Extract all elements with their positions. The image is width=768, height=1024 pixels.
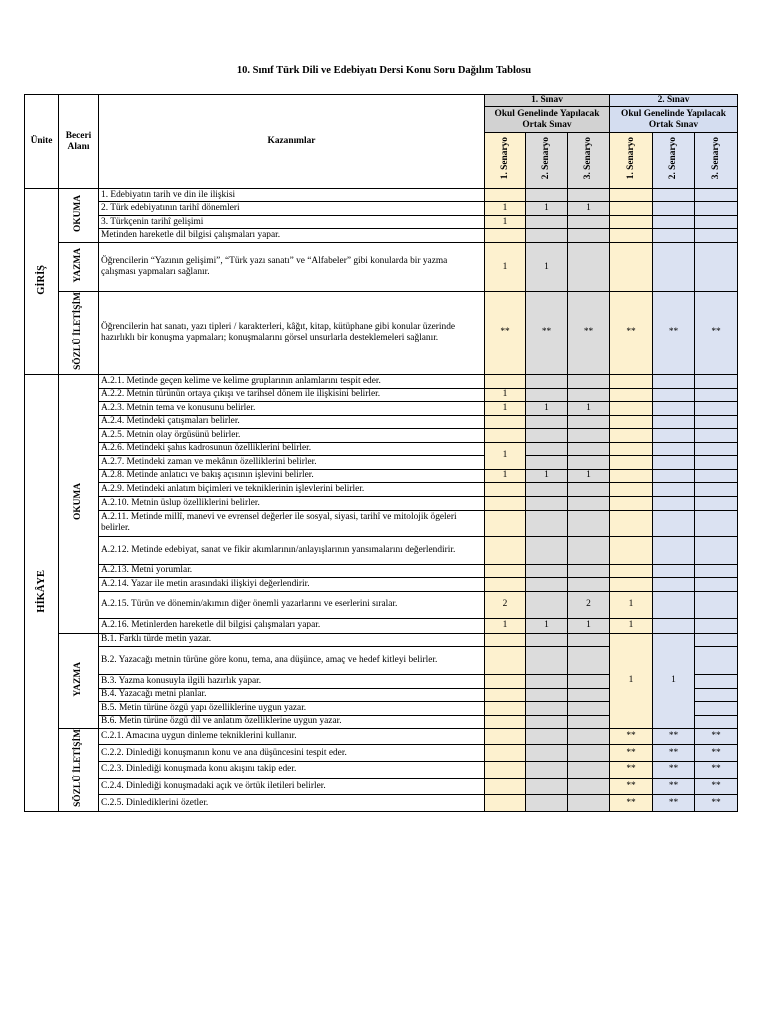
outcome-row: A.2.6. Metindeki şahıs kadrosunun özelliklerini belirler. [99, 442, 485, 455]
mark: ** [695, 762, 738, 779]
mark: ** [653, 745, 695, 762]
mark: 1 [568, 401, 610, 415]
outcome-row: Öğrencilerin “Yazının gelişimi”, “Türk yazı sanatı” ve “Alfabeler” gibi konularda bir yazma çalışması yapmaları sağlanır. [99, 243, 485, 292]
skill-okuma: OKUMA [59, 189, 99, 243]
outcome-row: A.2.13. Metni yorumlar. [99, 564, 485, 577]
outcome-row: A.2.5. Metnin olay örgüsünü belirler. [99, 428, 485, 442]
header-exam-2: 2. Sınav [610, 95, 738, 107]
outcome-row: B.4. Yazacağı metni planlar. [99, 688, 485, 701]
header-outcomes: Kazanımlar [99, 95, 485, 189]
outcome-row: A.2.9. Metindeki anlatım biçimleri ve tekniklerinin işlevlerini belirler. [99, 482, 485, 496]
skill-yazma: YAZMA [59, 243, 99, 292]
skill-yazma: YAZMA [59, 633, 99, 728]
header-scenario-3: 3. Senaryo [710, 137, 721, 180]
mark: ** [695, 778, 738, 795]
mark: ** [568, 292, 610, 375]
outcome-row: A.2.10. Metnin üslup özelliklerini belirler. [99, 496, 485, 510]
mark: 2 [568, 591, 610, 618]
mark: 1 [526, 401, 568, 415]
mark: 1 [485, 216, 526, 229]
outcome-row: C.2.1. Amacına uygun dinleme tekniklerini kullanır. [99, 728, 485, 745]
mark: ** [610, 762, 653, 779]
outcome-row: C.2.5. Dinlediklerini özetler. [99, 795, 485, 812]
mark: ** [485, 292, 526, 375]
mark: ** [695, 745, 738, 762]
mark: ** [610, 292, 653, 375]
header-scenario-3: 3. Senaryo [583, 137, 593, 180]
mark: ** [610, 778, 653, 795]
mark: 1 [526, 618, 568, 633]
outcome-row: A.2.4. Metindeki çatışmaları belirler. [99, 415, 485, 428]
mark: 1 [485, 388, 526, 401]
mark: 1 [485, 442, 526, 469]
mark: ** [653, 762, 695, 779]
outcome-row: 2. Türk edebiyatının tarihî dönemleri [99, 202, 485, 216]
unit-hikaye: HİKÂYE [25, 374, 59, 811]
mark: ** [610, 795, 653, 812]
header-scenario-2: 2. Senaryo [541, 137, 551, 180]
outcome-row: C.2.3. Dinlediği konuşmada konu akışını takip eder. [99, 762, 485, 779]
unit-giris: GİRİŞ [25, 189, 59, 375]
distribution-table [24, 94, 738, 812]
outcome-row: A.2.3. Metnin tema ve konusunu belirler. [99, 401, 485, 415]
mark: ** [695, 292, 738, 375]
outcome-row: Öğrencilerin hat sanatı, yazı tipleri / karakterleri, kâğıt, kitap, kütüphane gibi konular üzerinde hazırlıklı bir konuşma yapmaları; konuşmalarını görsel unsurlarla desteklemeleri sağlanır. [99, 292, 485, 375]
skill-sozlu: SÖZLÜ İLETİŞİM [59, 292, 99, 375]
mark: 1 [610, 591, 653, 618]
outcome-row: A.2.14. Yazar ile metin arasındaki ilişkiyi değerlendirir. [99, 577, 485, 591]
outcome-row: C.2.2. Dinlediği konuşmanın konu ve ana düşüncesini tespit eder. [99, 745, 485, 762]
mark: ** [653, 795, 695, 812]
outcome-row: C.2.4. Dinlediği konuşmadaki açık ve örtük iletileri belirler. [99, 778, 485, 795]
outcome-row: B.2. Yazacağı metnin türüne göre konu, tema, ana düşünce, amaç ve hedef kitleyi belirler. [99, 646, 485, 674]
mark: ** [695, 795, 738, 812]
header-exam-1: 1. Sınav [485, 95, 610, 107]
outcome-row: B.1. Farklı türde metin yazar. [99, 633, 485, 646]
mark: 1 [568, 469, 610, 482]
header-scenario-1: 1. Senaryo [625, 137, 636, 180]
outcome-row: A.2.8. Metinde anlatıcı ve bakış açısının işlevini belirler. [99, 469, 485, 482]
mark: ** [526, 292, 568, 375]
outcome-row: B.5. Metin türüne özgü yapı özelliklerine uygun yazar. [99, 701, 485, 715]
outcome-row: 3. Türkçenin tarihî gelişimi [99, 216, 485, 229]
outcome-row: A.2.11. Metinde millî, manevi ve evrensel değerler ile sosyal, siyasi, tarihî ve mitolojik ögeleri belirler. [99, 510, 485, 536]
header-skill: Beceri Alanı [59, 95, 99, 189]
mark: 1 [568, 202, 610, 216]
mark: 1 [568, 618, 610, 633]
outcome-row: A.2.1. Metinde geçen kelime ve kelime gruplarının anlamlarını tespit eder. [99, 374, 485, 388]
mark: 1 [610, 618, 653, 633]
mark: 1 [485, 202, 526, 216]
outcome-row: B.3. Yazma konusuyla ilgili hazırlık yapar. [99, 674, 485, 688]
document-title: 10. Sınıf Türk Dili ve Edebiyatı Dersi Konu Soru Dağılım Tablosu [236, 65, 532, 76]
header-common-exam-2: Okul Genelinde Yapılacak Ortak Sınav [610, 107, 738, 133]
mark: 1 [526, 469, 568, 482]
outcome-row: 1. Edebiyatın tarih ve din ile ilişkisi [99, 189, 485, 202]
header-scenario-2: 2. Senaryo [668, 137, 678, 180]
mark: 1 [526, 202, 568, 216]
skill-sozlu: SÖZLÜ İLETİŞİM [59, 728, 99, 811]
mark: 1 [653, 633, 695, 728]
header-scenario-1: 1. Senaryo [499, 137, 510, 180]
header-unit: Ünite [25, 95, 59, 189]
mark: 1 [485, 243, 526, 292]
mark: ** [610, 745, 653, 762]
outcome-row: A.2.15. Türün ve dönemin/akımın diğer önemli yazarlarını ve eserlerini sıralar. [99, 591, 485, 618]
mark: 1 [485, 401, 526, 415]
mark: 2 [485, 591, 526, 618]
mark: 1 [526, 243, 568, 292]
mark: ** [695, 728, 738, 745]
skill-okuma: OKUMA [59, 374, 99, 633]
mark: 1 [610, 633, 653, 728]
mark: ** [653, 728, 695, 745]
outcome-row: A.2.7. Metindeki zaman ve mekânın özelliklerini belirler. [99, 455, 485, 469]
outcome-row: A.2.16. Metinlerden hareketle dil bilgisi çalışmaları yapar. [99, 618, 485, 633]
header-common-exam-1: Okul Genelinde Yapılacak Ortak Sınav [485, 107, 610, 133]
mark: 1 [485, 618, 526, 633]
mark: ** [653, 292, 695, 375]
outcome-row: B.6. Metin türüne özgü dil ve anlatım özelliklerine uygun yazar. [99, 715, 485, 728]
outcome-row: A.2.2. Metnin türünün ortaya çıkışı ve tarihsel dönem ile ilişkisini belirler. [99, 388, 485, 401]
mark: ** [653, 778, 695, 795]
outcome-row: Metinden hareketle dil bilgisi çalışmaları yapar. [99, 229, 485, 243]
outcome-row: A.2.12. Metinde edebiyat, sanat ve fikir akımlarının/anlayışlarının yansımalarını değerlendirir. [99, 536, 485, 564]
mark: 1 [485, 469, 526, 482]
mark: ** [610, 728, 653, 745]
